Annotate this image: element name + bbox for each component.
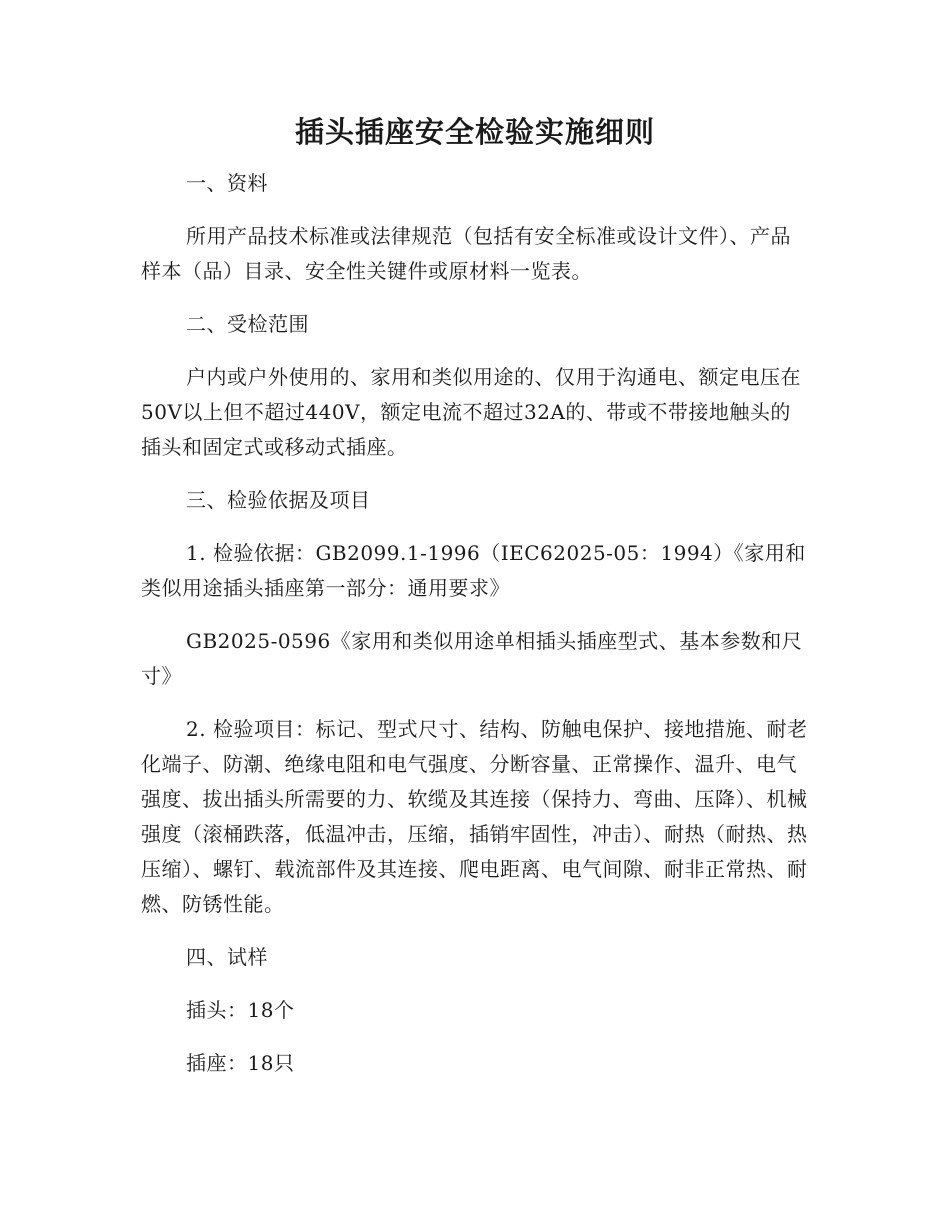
- paragraph-socket-samples: 插座：18只: [186, 1051, 295, 1075]
- paragraph-scope: 户内或户外使用的、家用和类似用途的、仅用于沟通电、额定电压在50V以上但不超过440V，额定电流不超过32A的、带或不带接地触头的插头和固定式或移动式插座。: [141, 365, 801, 459]
- document-body: [141, 166, 809, 1099]
- document-title: 插头插座安全检验实施细则: [294, 115, 655, 149]
- section-heading-samples: 四、试样: [186, 945, 268, 969]
- paragraph-plug-samples: 插头：18个: [186, 998, 295, 1022]
- section-heading-scope: 二、受检范围: [186, 312, 309, 336]
- section-heading-basis-items: 三、检验依据及项目: [186, 488, 371, 512]
- paragraph-basis: 1. 检验依据：GB2099.1-1996（IEC62025-05：1994）《家用和类似用途插头插座第一部分：通用要求》: [141, 541, 806, 600]
- section-heading-materials: 一、资料: [186, 171, 268, 195]
- paragraph-standard: GB2025-0596《家用和类似用途单相插头插座型式、基本参数和尺寸》: [141, 629, 803, 688]
- paragraph-items: 2. 检验项目：标记、型式尺寸、结构、防触电保护、接地措施、耐老化端子、防潮、绝缘电阻和电气强度、分断容量、正常操作、温升、电气强度、拔出插头所需要的力、软缆及其连接（保持力、弯曲、压降）、机械强度（滚桶跌落，低温冲击，压缩，插销牢固性，冲击）、耐热（耐热、热压缩）、螺钉、载流部件及其连接、爬电距离、电气间隙、耐非正常热、耐燃、防锈性能。: [141, 717, 808, 916]
- paragraph-materials: 所用产品技术标准或法律规范（包括有安全标准或设计文件）、产品样本（品）目录、安全性关键件或原材料一览表。: [141, 224, 791, 283]
